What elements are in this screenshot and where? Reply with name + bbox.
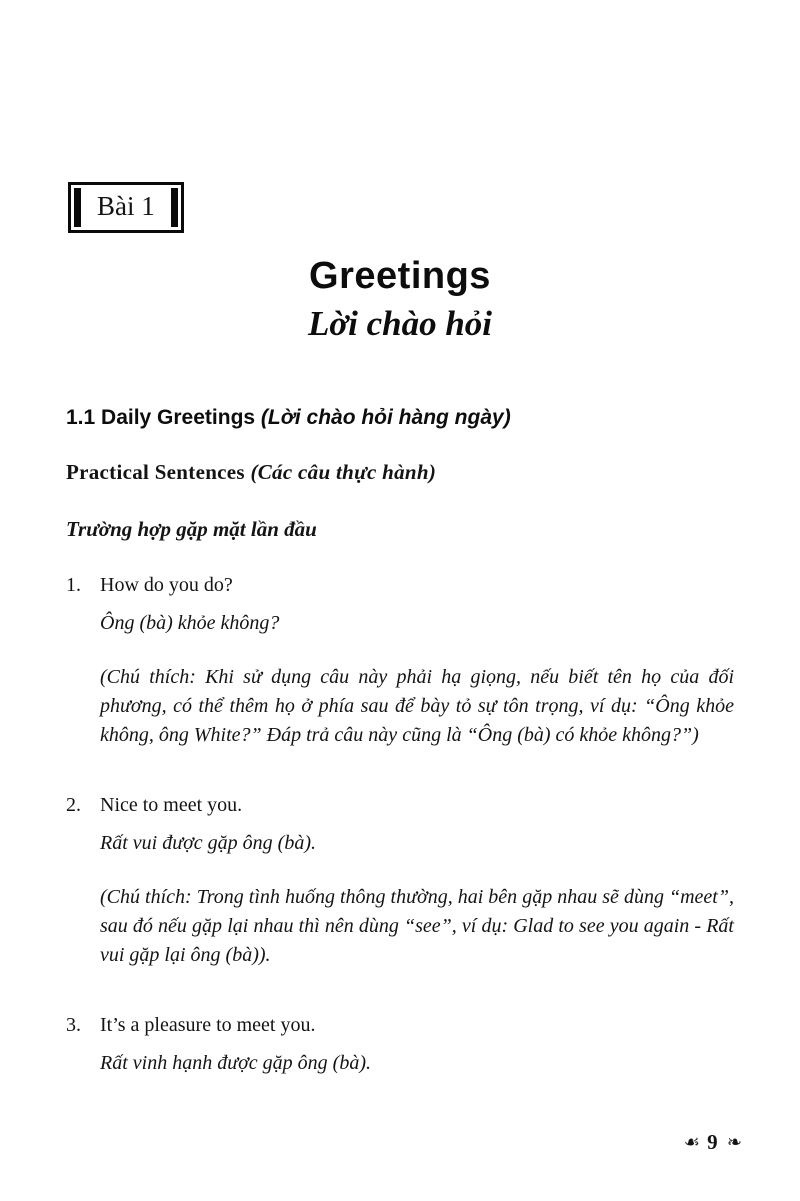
item-body [100,572,734,750]
sentence-item-2 [66,792,734,970]
note-paragraph: (Chú thích: Khi sử dụng câu này phải hạ giọng, nếu biết tên họ của đối phương, có thể thêm họ ở phía sau để bày tỏ sự tôn trọng, ví dụ: “Ông khỏe không, ông White?” Đáp trả câu này cũng là “Ông (bà) có khỏe không?”) [100,666,734,747]
lesson-badge-label: Bài 1 [74,188,178,227]
item-number: 3. [66,1014,81,1037]
vietnamese-translation: Rất vinh hạnh được gặp ông (bà). [100,1052,371,1075]
item-number: 2. [66,794,81,817]
section-heading-main: 1.1 Daily Greetings [66,406,261,430]
section-heading [66,406,734,430]
page-subtitle: Lời chào hỏi [307,304,493,344]
section-heading-paren: (Lời chào hỏi hàng ngày) [260,406,511,430]
english-sentence: It’s a pleasure to meet you. [100,1014,316,1037]
page-number-value: 9 [707,1130,720,1154]
practical-heading-paren: (Các câu thực hành) [250,460,437,485]
item-body [100,1012,734,1076]
practical-sentences-heading [66,460,734,485]
page-number [684,1130,742,1155]
english-sentence: How do you do? [100,574,233,597]
vietnamese-translation: Rất vui được gặp ông (bà). [100,832,316,855]
sentence-item-1 [66,572,734,750]
page-title: Greetings [309,255,491,298]
sentence-list [66,572,734,1076]
note-paragraph: (Chú thích: Trong tình huống thông thường, hai bên gặp nhau sẽ dùng “meet”, sau đó nếu gặp lại nhau thì nên dùng “see”, ví dụ: Glad to see you again - Rất vui gặp lại ông (bà)). [100,886,734,967]
floral-ornament-right-icon: ❧ [726,1132,742,1153]
item-body [100,792,734,970]
vietnamese-translation: Ông (bà) khỏe không? [100,612,280,635]
situation-heading: Trường hợp gặp mặt lần đầu [66,517,317,542]
floral-ornament-left-icon: ☙ [683,1132,700,1153]
lesson-badge [68,182,184,233]
english-sentence: Nice to meet you. [100,794,243,817]
practical-heading-main: Practical Sentences [66,460,251,485]
sentence-item-3 [66,1012,734,1076]
item-number: 1. [66,574,81,597]
